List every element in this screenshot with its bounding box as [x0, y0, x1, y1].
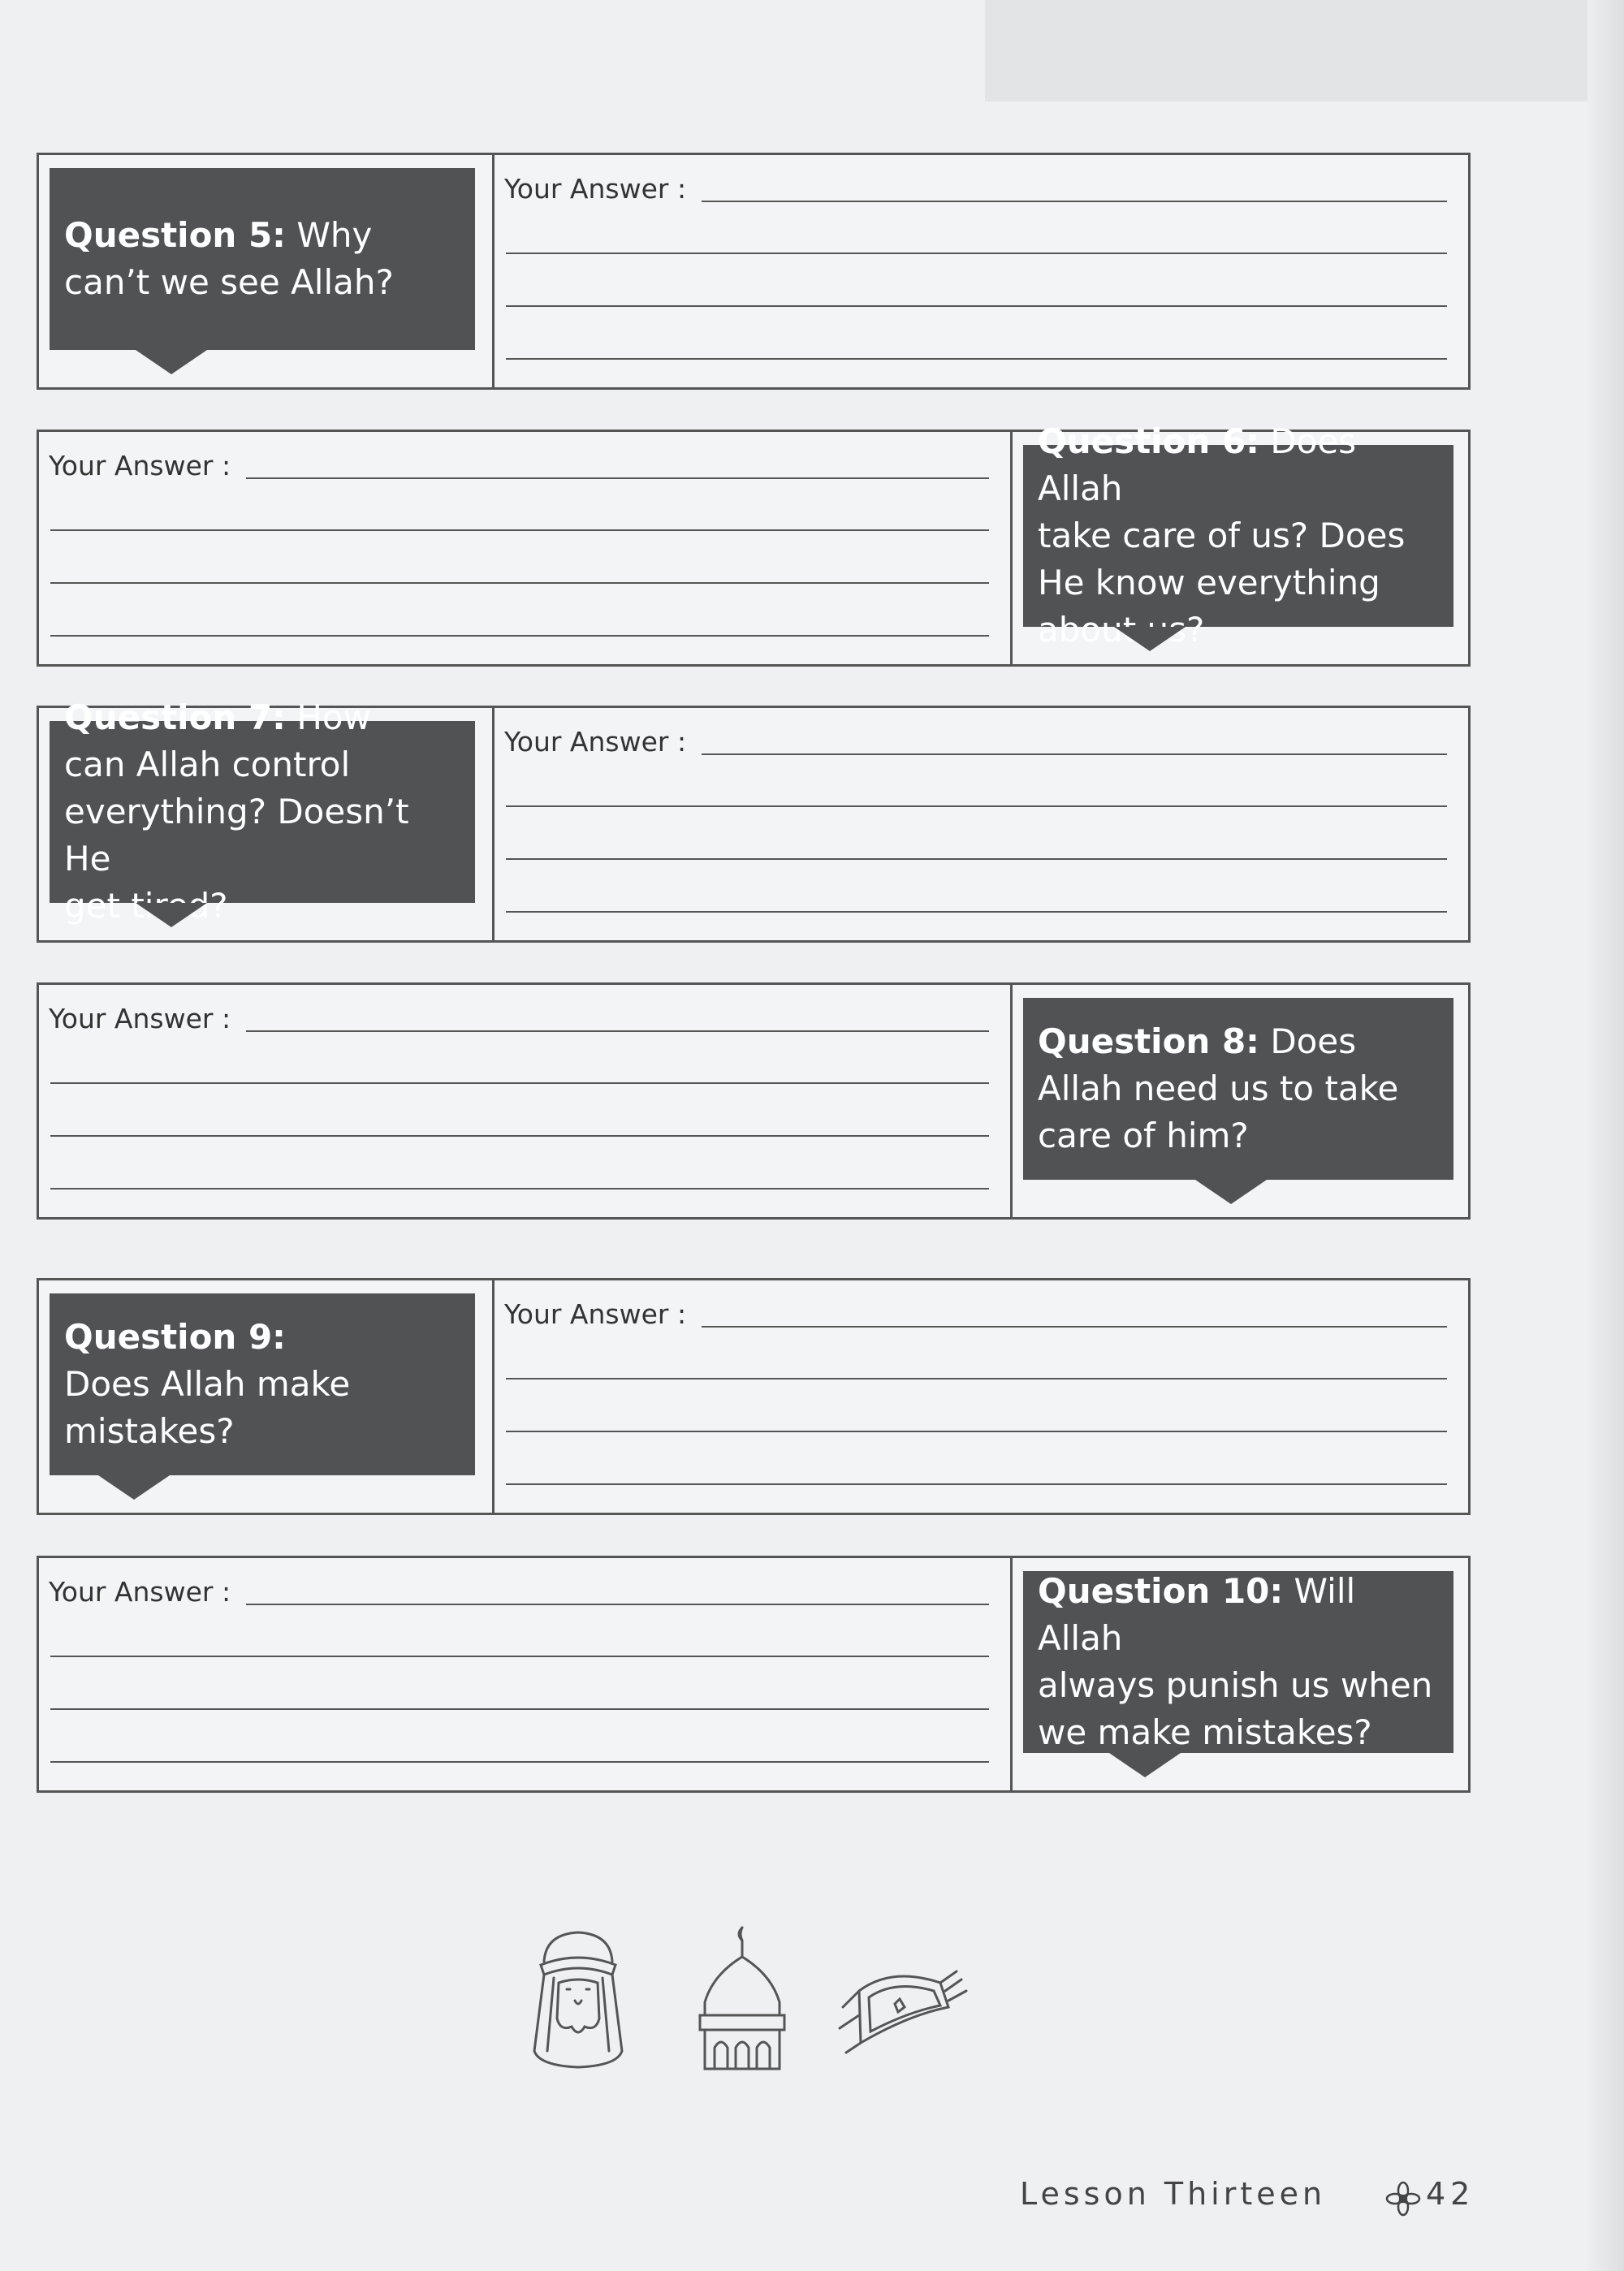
answer-line[interactable]	[506, 858, 1447, 860]
answer-line[interactable]	[50, 1708, 989, 1710]
answer-line[interactable]	[50, 1188, 989, 1189]
question-cell	[39, 155, 492, 387]
question-body: Does Allah need us to take care of him?	[1038, 1021, 1399, 1155]
question-label: Question 5:	[64, 215, 286, 255]
answer-line[interactable]	[702, 1326, 1447, 1328]
answer-line[interactable]	[50, 1656, 989, 1657]
question-cell	[1013, 985, 1468, 1217]
question-label: Question 8:	[1038, 1021, 1259, 1061]
flower-ornament-icon	[1385, 2181, 1421, 2217]
answer-line[interactable]	[506, 1483, 1447, 1485]
answer-line[interactable]	[506, 1431, 1447, 1432]
answer-cell	[495, 155, 1468, 387]
question-text	[1038, 1568, 1439, 1756]
header-tab-shade	[985, 0, 1624, 101]
answer-line[interactable]	[50, 1135, 989, 1137]
question-body: Why can’t we see Allah?	[64, 215, 394, 302]
answer-line[interactable]	[50, 635, 989, 637]
question-box	[1023, 998, 1453, 1180]
speech-pointer	[136, 903, 207, 927]
answer-cell	[495, 708, 1468, 940]
speech-pointer	[98, 1475, 170, 1500]
speech-pointer	[1109, 1753, 1181, 1777]
answer-label: Your Answer :	[49, 450, 231, 481]
question-label: Question 9:	[64, 1317, 286, 1357]
question-label: Question 10:	[1038, 1571, 1284, 1611]
answer-cell	[495, 1280, 1468, 1513]
answer-line[interactable]	[506, 253, 1447, 254]
prayer-rug-icon	[827, 1958, 971, 2054]
question-row	[37, 1278, 1471, 1515]
cell-divider	[1010, 1558, 1013, 1790]
cell-divider	[1010, 985, 1013, 1217]
question-body: Does Allah take care of us? Does He know everything about us?	[1038, 421, 1406, 650]
answer-cell	[39, 985, 1010, 1217]
answer-line[interactable]	[246, 1604, 989, 1605]
question-box	[50, 1293, 475, 1475]
question-row	[37, 982, 1471, 1220]
question-cell	[1013, 1558, 1468, 1790]
answer-line[interactable]	[506, 1378, 1447, 1379]
answer-label: Your Answer :	[504, 726, 687, 758]
answer-cell	[39, 1558, 1010, 1790]
question-row	[37, 153, 1471, 390]
answer-label: Your Answer :	[49, 1576, 231, 1608]
question-text	[64, 694, 460, 930]
cell-divider	[1010, 432, 1013, 664]
question-box	[1023, 1571, 1453, 1753]
question-box	[1023, 421, 1453, 650]
question-cell	[39, 1280, 492, 1513]
man-in-keffiyeh-icon	[526, 1929, 630, 2072]
question-row	[37, 421, 1471, 667]
answer-line[interactable]	[246, 477, 989, 479]
question-row	[37, 1556, 1471, 1793]
question-box	[50, 168, 475, 350]
speech-pointer	[136, 350, 207, 374]
answer-line[interactable]	[506, 911, 1447, 913]
answer-line[interactable]	[702, 753, 1447, 755]
question-body: Does Allah make mistakes?	[64, 1364, 351, 1451]
answer-line[interactable]	[506, 305, 1447, 307]
question-text	[64, 212, 394, 306]
answer-line[interactable]	[50, 529, 989, 531]
answer-line[interactable]	[50, 1082, 989, 1084]
answer-line[interactable]	[506, 358, 1447, 360]
answer-line[interactable]	[702, 201, 1447, 202]
answer-label: Your Answer :	[49, 1003, 231, 1034]
question-body: Will Allah always punish us when we make mistakes?	[1038, 1571, 1433, 1752]
mosque-dome-icon	[692, 1924, 793, 2074]
answer-label: Your Answer :	[504, 1298, 687, 1330]
footer-lesson-title: Lesson Thirteen	[1020, 2176, 1327, 2212]
answer-label: Your Answer :	[504, 173, 687, 205]
answer-line[interactable]	[506, 805, 1447, 807]
question-box	[50, 697, 475, 926]
answer-line[interactable]	[246, 1030, 989, 1032]
question-label: Question 7:	[64, 697, 286, 737]
question-text	[1038, 1018, 1398, 1159]
question-row	[37, 697, 1471, 943]
speech-pointer	[1195, 1180, 1267, 1204]
question-label: Question 6:	[1038, 421, 1259, 461]
answer-cell	[39, 432, 1010, 664]
question-cell	[1013, 421, 1468, 664]
page-number: 42	[1426, 2176, 1475, 2212]
question-text	[64, 1314, 350, 1455]
question-body: How can Allah control everything? Doesn’t He get tired?	[64, 697, 409, 926]
page-edge-shadow	[1587, 0, 1624, 2271]
question-text	[1038, 418, 1439, 654]
answer-line[interactable]	[50, 582, 989, 584]
question-cell	[39, 697, 492, 940]
answer-line[interactable]	[50, 1761, 989, 1763]
speech-pointer	[1114, 627, 1186, 651]
